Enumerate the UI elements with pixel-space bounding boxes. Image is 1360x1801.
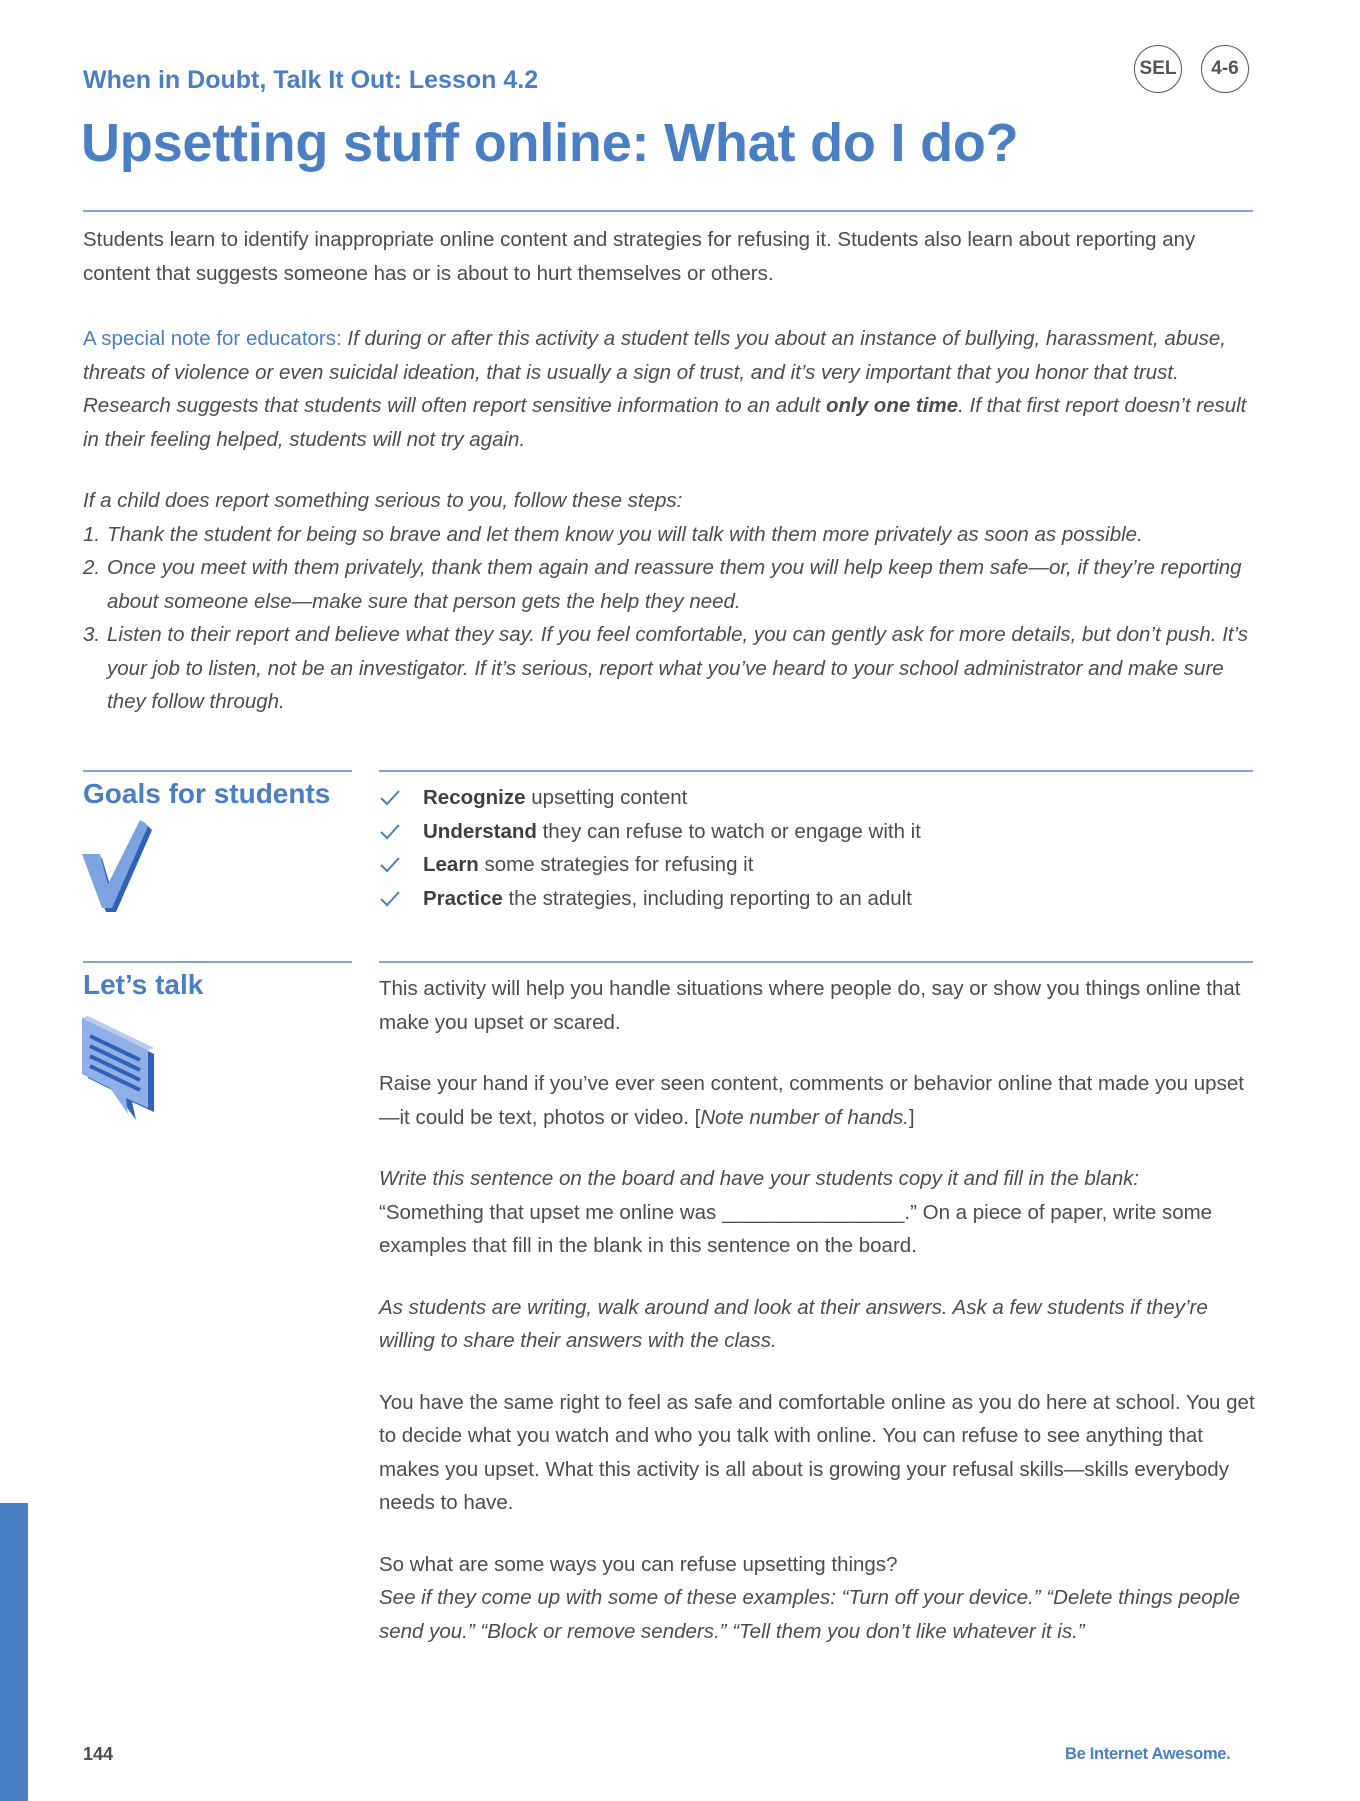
page-number: 144 (83, 1744, 114, 1764)
step-number: 2. (83, 556, 101, 579)
step-text: Thank the student for being so brave and let them know you will talk with them more privately as soon as possible. (107, 522, 1143, 546)
checkmark-icon (379, 822, 401, 842)
header-divider (83, 210, 1253, 212)
talk-heading: Let’s talk (83, 969, 204, 1000)
intro-paragraph: Students learn to identify inappropriate online content and strategies for refusing it. Students also learn about reporting any content that suggests someone has or is about to hurt themselves or others. (83, 228, 1196, 285)
goals-list (379, 781, 1239, 915)
talk-body (379, 972, 1259, 1676)
step-number: 1. (83, 522, 101, 546)
check-3d-icon (82, 820, 162, 916)
steps-list (83, 518, 1263, 719)
list-item (379, 781, 1239, 815)
note-text-before: If during or after this activity a student tells you about an instance of bullying, harassment, abuse, threats of violence or even suicidal ideation, that is usually a sign of trust, and it’s very important that you honor that trust. Research suggests that students will often report sensitive information to an adult (83, 327, 1226, 417)
side-accent-bar (0, 1503, 28, 1801)
goals-heading: Goals for students (83, 778, 331, 809)
checkmark-icon (379, 889, 401, 909)
talk-p3-end: .” On a piece of paper, write some examples that fill in the blank in this sentence on the board. (379, 1200, 1213, 1257)
brand-logo: Be Internet Awesome. (1065, 1745, 1231, 1763)
goal-text: some strategies for refusing it (478, 853, 754, 876)
goal-verb: Understand (423, 819, 537, 843)
goals-right-divider (379, 770, 1253, 772)
talk-p6-examples: See if they come up with some of these examples: “Turn off your device.” “Delete things people send you.” “Block or remove senders.” “Tell them you don’t like whatever it is.” (379, 1586, 1241, 1643)
goal-verb: Learn (423, 853, 479, 876)
steps-block (83, 484, 1263, 719)
list-item (83, 551, 1263, 618)
goal-text: upsetting content (525, 786, 688, 809)
list-item (83, 618, 1263, 719)
talk-left-divider (83, 961, 352, 963)
lesson-subtitle: When in Doubt, Talk It Out: Lesson 4.2 (83, 66, 539, 94)
speech-bubble-icon (82, 1016, 164, 1120)
list-item (379, 882, 1239, 916)
list-item (379, 815, 1239, 849)
talk-paragraph-1: This activity will help you handle situations where people do, say or show you things online that make you upset or scared. (379, 977, 1241, 1034)
goals-left-divider (83, 770, 352, 772)
checkmark-icon (379, 788, 401, 808)
talk-paragraph-2 (379, 1067, 1259, 1134)
goal-text: the strategies, including reporting to an adult (502, 886, 912, 910)
goal-verb: Recognize (423, 786, 526, 809)
talk-p2-text: Raise your hand if you’ve ever seen content, comments or behavior online that made you upset—it could be text, photos or video. [ (379, 1072, 1244, 1129)
educator-note (83, 322, 1263, 456)
talk-p3-instruction: Write this sentence on the board and have your students copy it and fill in the blank: (379, 1167, 1140, 1190)
badge-grade: 4-6 (1201, 45, 1249, 93)
steps-intro: If a child does report something serious to you, follow these steps: (83, 489, 683, 512)
talk-p2-note: Note number of hands. (700, 1105, 909, 1129)
page-title: Upsetting stuff online: What do I do? (81, 113, 1019, 173)
goal-text: they can refuse to watch or engage with it (536, 819, 921, 843)
note-label: A special note for educators: (83, 327, 342, 350)
fill-blank: ________________ (722, 1200, 905, 1224)
talk-p2-end: ] (908, 1105, 915, 1129)
talk-paragraph-5: You have the same right to feel as safe and comfortable online as you do here at school. You get to decide what you watch and who you talk with online. You can refuse to see anything that makes you upset. What this activity is all about is growing your refusal skills—skills everybody needs to have. (379, 1390, 1255, 1514)
list-item (83, 518, 1263, 552)
talk-paragraph-4: As students are writing, walk around and look at their answers. Ask a few students if they’re willing to share their answers with the class. (379, 1295, 1208, 1352)
note-text-after: . If that first report doesn’t result in their feeling helped, students will not try again. (83, 394, 1247, 451)
step-text: Listen to their report and believe what they say. If you feel comfortable, you can gently ask for more details, but don’t push. It’s your job to listen, not be an investigator. If it’s serious, report what you’ve heard to your school administrator and make sure they follow through. (107, 623, 1249, 713)
talk-paragraph-3 (379, 1162, 1259, 1263)
step-number: 3. (83, 623, 101, 646)
list-item (379, 848, 1239, 882)
note-emphasis: only one time (825, 394, 959, 417)
step-text: Once you meet with them privately, thank them again and reassure them you will help keep them safe—or, if they’re reporting about someone else—make sure that person gets the help they need. (107, 556, 1242, 613)
talk-right-divider (379, 961, 1253, 963)
talk-p6-question: So what are some ways you can refuse upsetting things? (379, 1552, 898, 1576)
talk-p3-text: “Something that upset me online was (379, 1200, 722, 1224)
talk-paragraph-6 (379, 1548, 1259, 1649)
checkmark-icon (379, 855, 401, 875)
badge-sel: SEL (1134, 45, 1182, 93)
goal-verb: Practice (423, 886, 503, 910)
